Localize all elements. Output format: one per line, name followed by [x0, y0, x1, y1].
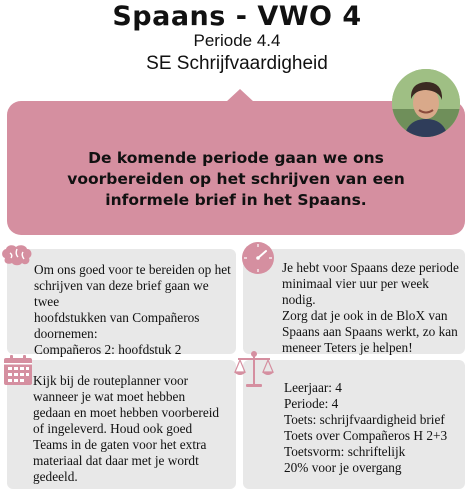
text-line: Teams in de gaten voor het extra	[33, 437, 207, 452]
text-line: materiaal dat daar met je wordt	[33, 453, 199, 468]
period-subtitle: Periode 4.4	[193, 31, 281, 50]
text-line: minimaal vier uur per week nodig.	[282, 276, 429, 307]
text-line: gedaan en moet hebben voorbereid	[33, 405, 220, 420]
clock-icon	[240, 240, 276, 281]
text-line: 20% voor je overgang	[284, 460, 402, 475]
text-line: Toetsvorm: schriftelijk	[284, 444, 406, 459]
brain-icon	[0, 244, 34, 273]
intro-text: De komende periode gaan we ons voorbereiden op het schrijven van een informele brief in het Spaans.	[67, 149, 405, 209]
text-line: of ingeleverd. Houd ook goed	[33, 421, 193, 436]
text-line: Periode: 4	[284, 396, 339, 411]
text-line: Toets: schrijfvaardigheid brief	[284, 412, 445, 427]
text-line: schrijven van deze brief gaan we twee	[34, 278, 209, 309]
banner-pointer	[226, 89, 254, 102]
text-line: gedeeld.	[33, 469, 78, 484]
text-line: wanneer je wat moet hebben	[33, 389, 186, 404]
scales-icon	[232, 350, 276, 395]
subject-subtitle: SE Schrijfvaardigheid	[146, 53, 328, 74]
exam-text	[284, 380, 464, 476]
text-line: Je hebt voor Spaans deze periode	[282, 260, 459, 275]
text-line: meneer Teters je helpen!	[282, 340, 413, 355]
planner-text	[33, 373, 233, 485]
text-line: Zorg dat je ook in de BloX van	[282, 308, 448, 323]
text-line: Leerjaar: 4	[284, 380, 342, 395]
text-line: hoofdstukken van Compañeros	[34, 310, 200, 325]
teacher-avatar	[392, 69, 460, 137]
text-line: doornemen:	[34, 326, 98, 341]
text-line: Kijk bij de routeplanner voor	[33, 373, 189, 388]
teacher-photo	[392, 69, 460, 137]
text-line: Toets over Compañeros H 2+3	[284, 428, 448, 443]
page-title: Spaans - VWO 4	[112, 1, 362, 32]
text-line: Om ons goed voor te bereiden op het	[34, 262, 231, 277]
text-line: Spaans aan Spaans werkt, zo kan	[282, 324, 458, 339]
calendar-icon	[3, 354, 33, 391]
text-line: Compañeros 2: hoofdstuk 2	[34, 342, 182, 357]
time-text	[282, 260, 462, 356]
chapters-text	[34, 262, 234, 374]
